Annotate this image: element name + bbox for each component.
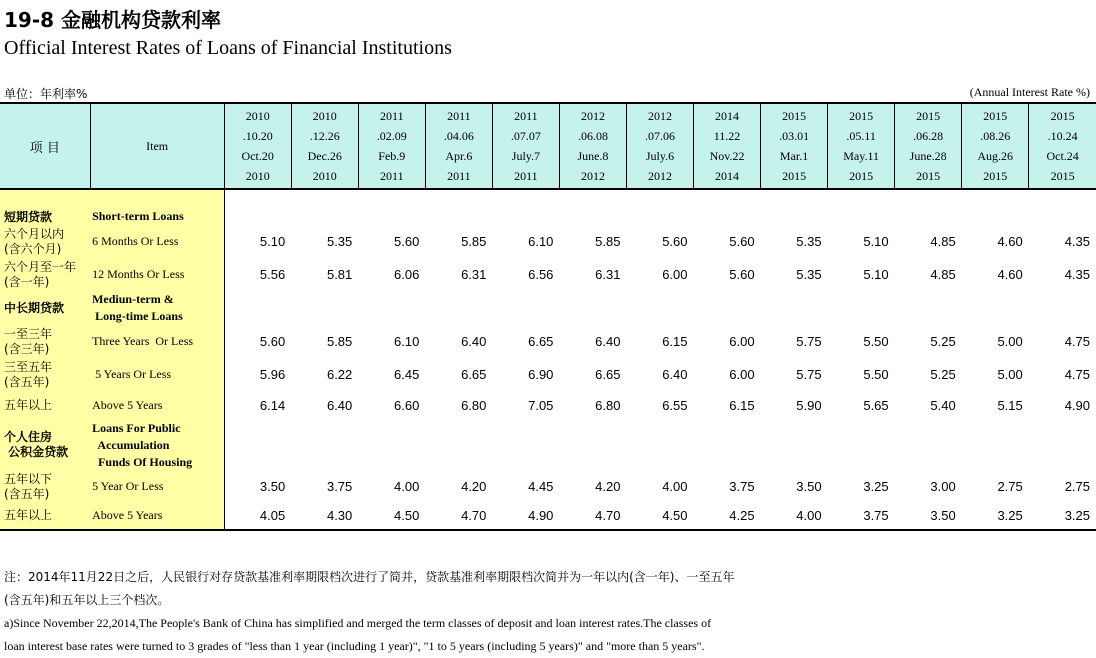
date-header — [224, 103, 291, 189]
rate-cell: 5.60 — [259, 334, 286, 349]
rate-cell: 4.85 — [930, 234, 956, 249]
row-label-cn: 一至三年 (含三年) — [0, 325, 90, 358]
rate-cell: 4.00 — [761, 502, 828, 530]
date-header-line: 2015 — [782, 109, 807, 123]
rate-cell: 2.75 — [997, 479, 1023, 494]
note-en-line-2: loan interest base rates were turned to 3 grades of "less than 1 year (including 1 year)", "1 to 5 years (including 5 years)" and "more than 5 years". — [4, 639, 705, 653]
rate-cell: 4.05 — [224, 502, 291, 530]
row-label-en: Mediun-term & Long-time Loans — [90, 291, 224, 325]
section-heading-row — [0, 291, 1096, 325]
rate-cell: 5.60 — [729, 234, 755, 249]
rate-cell — [761, 419, 828, 471]
date-header-line: 2010 — [245, 169, 270, 183]
rate-cell — [1029, 189, 1096, 225]
date-header-line: Oct.20 — [241, 149, 274, 163]
table-body — [0, 189, 1096, 530]
table-row — [0, 358, 1096, 391]
rate-cell: 4.85 — [930, 267, 956, 282]
rate-cell: 4.50 — [358, 502, 425, 530]
row-label-cn: 六个月以内 (含六个月) — [0, 225, 90, 258]
date-header — [626, 103, 693, 189]
rate-cell: 5.10 — [863, 267, 889, 282]
rate-cell: 5.50 — [863, 334, 889, 349]
rate-cell: 4.75 — [1064, 367, 1090, 382]
row-label-cn: 中长期贷款 — [0, 291, 90, 325]
date-header-line: Dec.26 — [307, 149, 342, 163]
rate-cell: 4.25 — [694, 502, 761, 530]
row-label-en: 12 Months Or Less — [90, 258, 224, 291]
rate-cell — [761, 189, 828, 225]
rate-cell — [828, 189, 895, 225]
row-label-cn: 短期贷款 — [0, 189, 90, 225]
rate-cell: 6.22 — [326, 367, 353, 382]
rate-cell — [291, 419, 358, 471]
table-row — [0, 471, 1096, 502]
rate-cell: 5.25 — [930, 334, 956, 349]
rate-cell: 6.55 — [662, 397, 688, 413]
rate-cell: 5.81 — [326, 267, 353, 282]
date-header-line: 2015 — [916, 169, 941, 183]
row-label-cn: 个人住房 公积金贷款 — [0, 419, 90, 471]
table-row — [0, 325, 1096, 358]
page-title-en: Official Interest Rates of Loans of Financial Institutions — [4, 37, 452, 59]
date-header-line: June.8 — [577, 149, 609, 163]
rate-cell: 6.45 — [394, 367, 420, 382]
rate-cell: 5.10 — [259, 234, 286, 249]
date-header — [761, 103, 828, 189]
rate-cell: 4.90 — [1064, 397, 1090, 413]
rate-cell: 4.00 — [662, 479, 688, 494]
rate-cell — [492, 189, 559, 225]
item-en-header: Item — [90, 103, 224, 189]
rate-cell: 3.75 — [729, 479, 755, 494]
date-header-line: July.7 — [511, 149, 541, 163]
rate-cell — [224, 291, 291, 325]
date-header-line: 2011 — [447, 169, 471, 183]
date-header-line: .03.01 — [779, 129, 810, 143]
date-header — [291, 103, 358, 189]
rate-cell: 4.50 — [626, 502, 693, 530]
rate-cell — [425, 419, 492, 471]
date-header — [492, 103, 559, 189]
date-header-line: .07.07 — [510, 129, 541, 143]
rate-cell: 5.75 — [796, 367, 822, 382]
date-header-line: Mar.1 — [779, 149, 809, 163]
item-cn-header: 项 目 — [0, 103, 90, 189]
row-label-en: 6 Months Or Less — [90, 225, 224, 258]
rate-cell: 5.60 — [729, 267, 755, 282]
rate-cell: 5.56 — [259, 267, 286, 282]
rate-cell — [626, 419, 693, 471]
rate-cell — [962, 189, 1029, 225]
rate-cell — [224, 189, 291, 225]
rate-cell — [694, 419, 761, 471]
page-title-cn: 19-8 金融机构贷款利率 — [4, 8, 222, 32]
rate-cell — [559, 419, 626, 471]
rate-cell: 5.90 — [796, 397, 822, 413]
rate-cell: 6.90 — [528, 367, 554, 382]
rate-cell: 3.50 — [259, 479, 286, 494]
rate-cell: 6.40 — [595, 334, 621, 349]
rate-cell — [828, 419, 895, 471]
rate-cell: 5.40 — [930, 397, 956, 413]
rate-cell: 4.60 — [997, 234, 1023, 249]
date-header-line: 2011 — [380, 169, 404, 183]
rate-cell — [492, 419, 559, 471]
rate-cell — [828, 291, 895, 325]
date-header — [828, 103, 895, 189]
date-header-line: 2015 — [849, 169, 874, 183]
rate-cell — [358, 189, 425, 225]
rate-cell: 6.15 — [662, 334, 688, 349]
rate-cell: 3.25 — [962, 502, 1029, 530]
date-header-line: July.6 — [645, 149, 675, 163]
date-header-line: .07.06 — [644, 129, 675, 143]
rate-cell: 6.15 — [729, 397, 755, 413]
rate-cell — [626, 291, 693, 325]
rate-cell — [895, 189, 962, 225]
rate-cell — [761, 291, 828, 325]
date-header — [1029, 103, 1096, 189]
rate-cell: 6.40 — [662, 367, 688, 382]
rate-cell: 6.80 — [461, 397, 487, 413]
rate-cell: 6.31 — [595, 267, 621, 282]
row-label-en: Above 5 Years — [90, 502, 224, 530]
rate-cell — [626, 189, 693, 225]
row-label-en: 5 Years Or Less — [90, 358, 224, 391]
date-header — [962, 103, 1029, 189]
rate-cell: 4.70 — [559, 502, 626, 530]
date-header-line: 2011 — [514, 109, 538, 123]
rate-cell: 3.75 — [326, 479, 353, 494]
rate-cell: 4.60 — [997, 267, 1023, 282]
date-header — [895, 103, 962, 189]
date-header-line: 11.22 — [713, 129, 741, 143]
date-header — [694, 103, 761, 189]
date-header-line: .10.24 — [1047, 129, 1078, 143]
rate-cell: 5.10 — [863, 234, 889, 249]
rate-cell: 5.15 — [997, 397, 1023, 413]
date-header-line: .04.06 — [443, 129, 474, 143]
section-heading-row — [0, 419, 1096, 471]
rate-cell — [962, 291, 1029, 325]
rate-cell — [559, 189, 626, 225]
rate-cell: 4.90 — [492, 502, 559, 530]
rate-cell: 6.60 — [394, 397, 420, 413]
unit-label-en: (Annual Interest Rate %) — [969, 85, 1090, 99]
date-header-line: 2015 — [1050, 169, 1075, 183]
rate-cell: 6.14 — [259, 397, 286, 413]
rate-cell: 3.75 — [828, 502, 895, 530]
row-label-cn: 五年以上 — [0, 502, 90, 530]
interest-rate-table — [0, 102, 1096, 531]
rate-cell: 4.30 — [291, 502, 358, 530]
date-header-line: Aug.26 — [977, 149, 1014, 163]
rate-cell: 6.31 — [461, 267, 487, 282]
rate-cell — [1029, 419, 1096, 471]
rate-cell: 5.00 — [997, 367, 1023, 382]
rate-cell: 6.00 — [729, 334, 755, 349]
date-header-line: 2010 — [245, 109, 270, 123]
date-header-line: 2010 — [312, 109, 337, 123]
date-header-line: 2015 — [849, 109, 874, 123]
rate-cell: 5.85 — [326, 334, 353, 349]
rate-cell: 5.60 — [662, 234, 688, 249]
rate-cell: 6.40 — [326, 397, 353, 413]
rate-cell: 2.75 — [1064, 479, 1090, 494]
rate-cell: 5.25 — [930, 367, 956, 382]
rate-cell — [291, 189, 358, 225]
rate-cell — [559, 291, 626, 325]
date-header-line: .12.26 — [309, 129, 340, 143]
rate-cell: 7.05 — [528, 397, 554, 413]
rate-cell: 5.85 — [461, 234, 487, 249]
date-header-line: Nov.22 — [709, 149, 745, 163]
rate-cell: 4.75 — [1064, 334, 1090, 349]
rate-cell: 5.35 — [796, 234, 822, 249]
rate-cell: 6.00 — [662, 267, 688, 282]
row-label-en: 5 Year Or Less — [90, 471, 224, 502]
date-header-line: .02.09 — [376, 129, 407, 143]
rate-cell: 5.50 — [863, 367, 889, 382]
rate-cell: 4.35 — [1064, 234, 1090, 249]
date-header-line: 2012 — [580, 169, 605, 183]
date-header-line: 2015 — [1050, 109, 1075, 123]
rate-cell — [358, 419, 425, 471]
row-label-cn: 五年以上 — [0, 391, 90, 419]
rate-cell: 6.10 — [394, 334, 420, 349]
date-header — [358, 103, 425, 189]
rate-cell — [492, 291, 559, 325]
rate-cell: 3.50 — [895, 502, 962, 530]
rate-cell: 6.65 — [461, 367, 487, 382]
rate-cell: 6.00 — [729, 367, 755, 382]
table-row — [0, 258, 1096, 291]
date-header-line: 2015 — [916, 109, 941, 123]
date-header-line: .10.20 — [242, 129, 273, 143]
note-cn-line-1: 注：2014年11月22日之后，人民银行对存贷款基准利率期限档次进行了简并，贷款基准利率期限档次简并为一年以内(含一年)、一至五年 — [4, 570, 735, 584]
section-heading-row — [0, 189, 1096, 225]
rate-cell: 5.35 — [796, 267, 822, 282]
rate-cell: 6.56 — [528, 267, 554, 282]
unit-label-cn: 单位：年利率% — [4, 87, 88, 101]
row-label-en: Three Years Or Less — [90, 325, 224, 358]
rate-cell: 4.00 — [394, 479, 420, 494]
rate-cell: 3.25 — [1029, 502, 1096, 530]
date-header-line: Feb.9 — [378, 149, 406, 163]
rate-cell: 4.20 — [461, 479, 487, 494]
table-row — [0, 225, 1096, 258]
date-header-line: 2012 — [647, 109, 672, 123]
rate-cell: 5.00 — [997, 334, 1023, 349]
row-label-cn: 五年以下 (含五年) — [0, 471, 90, 502]
date-header-line: 2010 — [312, 169, 337, 183]
row-label-cn: 三至五年 (含五年) — [0, 358, 90, 391]
rate-cell: 5.60 — [394, 234, 420, 249]
footnotes — [4, 566, 734, 658]
date-header-line: 2011 — [447, 109, 471, 123]
rate-cell — [224, 419, 291, 471]
date-header-line: .05.11 — [846, 129, 876, 143]
rate-cell: 3.00 — [930, 479, 956, 494]
rate-cell: 6.10 — [528, 234, 554, 249]
row-label-en: Loans For Public Accumulation Funds Of Housing — [90, 419, 224, 471]
date-header-line: .06.28 — [913, 129, 944, 143]
rate-cell — [358, 291, 425, 325]
date-header-line: 2015 — [782, 169, 807, 183]
date-header-line: 2012 — [647, 169, 672, 183]
date-header-line: 2015 — [983, 109, 1008, 123]
table-header-row — [0, 103, 1096, 189]
date-header-line: June.28 — [909, 149, 947, 163]
rate-cell: 5.75 — [796, 334, 822, 349]
rate-cell: 4.20 — [595, 479, 621, 494]
note-en-line-1: a)Since November 22,2014,The People's Bank of China has simplified and merged the term classes of deposit and loan interest rates.The classes of — [4, 616, 712, 630]
rate-cell — [425, 291, 492, 325]
rate-cell — [1029, 291, 1096, 325]
date-header-line: 2011 — [514, 169, 538, 183]
rate-cell: 6.06 — [394, 267, 420, 282]
date-header-line: 2011 — [380, 109, 404, 123]
rate-cell — [962, 419, 1029, 471]
row-label-en: Short-term Loans — [90, 189, 224, 225]
row-label-cn: 六个月至一年 (含一年) — [0, 258, 90, 291]
date-header-line: .08.26 — [980, 129, 1011, 143]
rate-cell — [694, 189, 761, 225]
rate-cell: 5.96 — [259, 367, 286, 382]
date-header-line: .06.08 — [577, 129, 608, 143]
rate-cell: 6.40 — [461, 334, 487, 349]
date-header-line: Apr.6 — [445, 149, 473, 163]
date-header-line: May.11 — [843, 149, 880, 163]
table-row — [0, 391, 1096, 419]
date-header — [559, 103, 626, 189]
rate-cell: 4.35 — [1064, 267, 1090, 282]
rate-cell: 6.80 — [595, 397, 621, 413]
date-header-line: 2014 — [715, 109, 740, 123]
table-row — [0, 502, 1096, 530]
rate-cell: 5.65 — [863, 397, 889, 413]
rate-cell — [895, 419, 962, 471]
rate-cell — [694, 291, 761, 325]
date-header-line: Oct.24 — [1046, 149, 1079, 163]
rate-cell: 4.70 — [425, 502, 492, 530]
rate-cell: 3.50 — [796, 479, 822, 494]
rate-cell: 5.35 — [326, 234, 353, 249]
date-header-line: 2014 — [715, 169, 740, 183]
rate-cell: 6.65 — [595, 367, 621, 382]
rate-cell — [895, 291, 962, 325]
rate-cell: 4.45 — [528, 479, 554, 494]
row-label-en: Above 5 Years — [90, 391, 224, 419]
rate-cell — [425, 189, 492, 225]
date-header-line: 2012 — [580, 109, 605, 123]
rate-cell: 6.65 — [528, 334, 554, 349]
date-header — [425, 103, 492, 189]
rate-cell: 3.25 — [863, 479, 889, 494]
note-cn-line-2: (含五年)和五年以上三个档次。 — [4, 593, 170, 607]
date-header-line: 2015 — [983, 169, 1008, 183]
rate-cell: 5.85 — [595, 234, 621, 249]
rate-cell — [291, 291, 358, 325]
